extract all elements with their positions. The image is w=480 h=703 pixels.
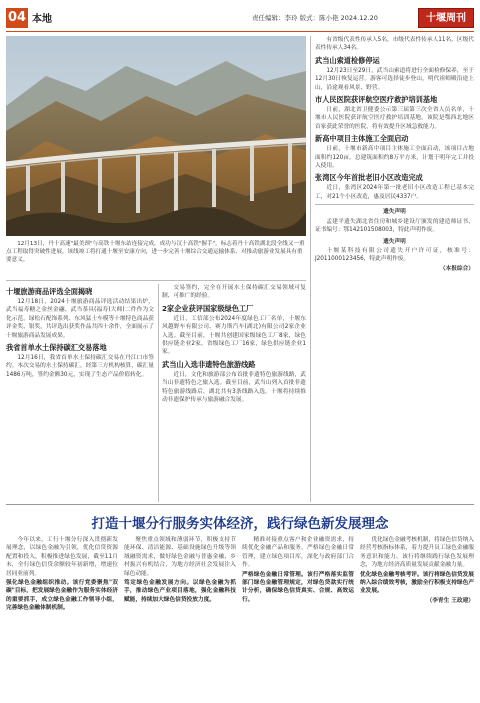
headline: 我省首单水土保持碳汇交易落地 [6, 343, 107, 353]
paragraph: 聚焦重点领域和薄弱环节，积极支持节能环保、清洁能源、基础设施绿色升级等领域融资需求，做好绿色金融与普惠金融、乡村振兴有机结合，为地方经济社会发展注入绿色动能。 [124, 537, 236, 577]
paragraph: 近日，工信部公布2024年度绿色工厂名单，十堰东风越野车有限公司、赛力斯汽车(湖北)有限公司2家企业入选。截至目前，十堰共创建国家级绿色工厂8家，绿色供应链企业2家，省级绿色工厂16家，绿色供应链企业1家。 [162, 315, 306, 356]
feature-column-2 [124, 536, 236, 696]
paragraph: 12月16日，我省首单水土保持碳汇交易在丹江口市签约。本次交易的水土保持碳汇，经第三方机构核算，碳汇量1486万吨，签约金额30元，实现了生态产品价值转化。 [6, 355, 154, 378]
source-note: （本报综合） [439, 265, 474, 272]
mountain-viaduct-image [6, 36, 306, 236]
divider [6, 280, 306, 281]
paragraph: 优化绿色金融考核机制，将绿色信贷纳入经营考核指标体系，着力提升员工绿色金融服务意识和能力。该行将继续践行绿色发展理念，为地方经济高质量发展贡献金融力量。 [360, 537, 474, 569]
paragraph: 12月18日，2024十堰旅游商品评选活动结果出炉，武当福寿糖之金丝金翮、武当茶具(福寿)大师)二件作为文化示范，绿松石配饰系列、东风猛士车模等十堰特色商品获评金奖、银奖，共评选出获奖作品共四十余件，全面展示了十堰旅游商品发展成果。 [6, 299, 154, 339]
column-divider [310, 36, 311, 502]
headline: 武当山索道检修停运 [315, 55, 380, 65]
paragraph: 近日，张湾区2024年第一批老旧小区改造工程已基本完工，对21个小区改造，惠及居民4337户。 [315, 185, 474, 200]
news-column-2 [162, 284, 306, 502]
notice-text: 孟建平遗失湖北省住房和城乡建设厅颁发的建造师证书，证书编号：鄂142101508003，特此声明作废。 [315, 218, 474, 234]
page-number: 04 [6, 8, 28, 28]
column-divider [158, 284, 159, 502]
viaduct-photo [6, 36, 306, 236]
paragraph: 今年以来，工行十堰分行深入贯彻新发展理念，以绿色金融为引领，优化信贷资源配置和投入，积极推进绿色发展，截至11月末，全行绿色信贷余额较年初新增，增速位居同业前列。 [6, 537, 118, 577]
headline: 张湾区今年首批老旧小区改造完成 [315, 173, 423, 183]
section-name: 本地 [32, 14, 52, 25]
notice-title: 遗失声明 [383, 209, 406, 216]
notice-text: 十堰某科技有限公司遗失开户许可证，核准号：J2011000123456，特此声明作废。 [315, 247, 474, 263]
feature-column-1 [6, 536, 118, 696]
paragraph: 精准对接重点客户和企业融资需求，持续优化金融产品和服务。严格绿色金融日常管理，建立绿色项目库，深化与政府部门合作。 [242, 537, 354, 569]
paragraph: 日前，湖北省卫健委公示第三届第三次全省人员名单，十堰市人民医院获评航空医疗救护培训基地。该院是鄂西北地区首家获此荣誉的医院，将有效提升区域急救能力。 [315, 107, 474, 130]
feature-column-3 [242, 536, 354, 696]
headline: 十堰旅游商品评选全面揭晓 [6, 287, 93, 296]
divider [315, 204, 474, 205]
paragraph: 近日，文化和旅游部公布首批非遗特色旅游线路，武当山非遗特色之旅入选。截至目前，武当山列入首批非遗特色旅游线路后，湖北共有3条线路入选。十堰将持续推动非遗保护传承与旅游融合发展。 [162, 371, 306, 404]
editor-meta: 责任编辑：李玲 版式：陈小艳 2024.12.20 [252, 14, 378, 22]
paragraph: 笃定绿色金融发展方向。以绿色金融为抓手，推动绿色产业项目落地，强化金融科技赋能，持续加大绿色信贷投放力度。 [124, 580, 236, 603]
headline: 市人民医院获评航空医疗救护培训基地 [315, 95, 438, 105]
headline: 武当山入选非遗特色旅游线路 [162, 359, 256, 369]
headline: 新高中项目主体施工全面启动 [315, 134, 409, 144]
page-header [6, 8, 474, 30]
news-column-3 [315, 36, 474, 502]
feature-headline: 打造十堰分行服务实体经济，践行绿色新发展理念 [91, 516, 389, 532]
paragraph: 强化绿色金融组织推动。该行党委聚焦"双碳"目标，把发展绿色金融作为服务实体经济的重要抓手，成立绿色金融工作领导小组，完善绿色金融体制机制。 [6, 580, 118, 612]
section-rule [6, 504, 474, 505]
paragraph: 12月23日至29日，武当山索道将进行全面检修保养，至于12月30日恢复运营。游客可选择徒步登山，明代祖师殿沿途上山，沿途观看风景、野营。 [315, 67, 474, 91]
masthead-logo: 十堰周刊 [418, 8, 474, 28]
feature-column-4 [360, 536, 474, 696]
headline: 2家企业获评国家级绿色工厂 [162, 303, 254, 313]
news-column-1 [6, 284, 154, 502]
header-rule [6, 31, 474, 32]
photo-caption: 12月13日，丹十高速"最美颈"与高铁十堰东站连接完成，成功与汉十高铁"握手"，标志着丹十高铁湖北段全线又一重点工程取得突破性进展。该线竣工将打通十堰至安康方向，进一步完善十堰综合交通运输体系，对推动旅游业发展具有重要意义。 [6, 241, 305, 263]
byline: （李青生 王政建） [426, 597, 474, 604]
paragraph: 有省级代表性传承人5名，市级代表性传承人11名，区级代表性传承人34名。 [315, 37, 474, 52]
paragraph: 优化绿色金融考核考评。该行将绿色信贷发展纳入综合绩效考核，激励全行积极支持绿色产业发展。 [360, 571, 474, 595]
notice-title: 遗失声明 [383, 238, 406, 245]
paragraph: 交易签约，完全在开展水土保持碳汇交易领域可复制、可推广的经验。 [162, 285, 306, 300]
paragraph: 严格绿色金融日常管理。该行严格落实监管部门绿色金融管理规定，对绿色贷款实行统计分析，确保绿色信贷真实、合规、高效运行。 [242, 571, 354, 603]
paragraph: 日前，十堰市新高中项目主体施工全面启动，该项目占地面积约120亩，总建筑面积约8万平方米，计划于明年完工并投入使用。 [315, 146, 474, 170]
